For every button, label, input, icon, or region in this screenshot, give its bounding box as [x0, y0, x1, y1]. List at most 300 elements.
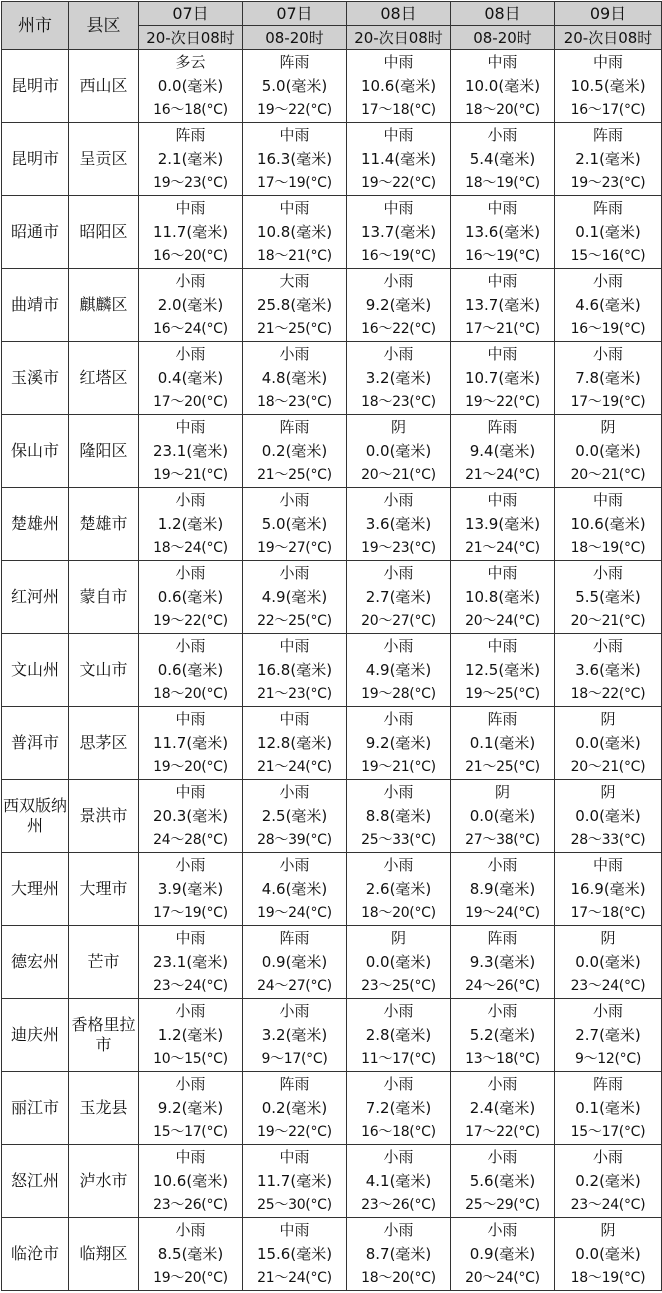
forecast-cell [555, 415, 662, 488]
prefecture-cell: 保山市 [2, 415, 69, 488]
temperature-text: 23～24(°C) [153, 978, 228, 994]
weather-text: 小雨 [383, 1148, 414, 1166]
temperature-text: 19～22(°C) [153, 613, 228, 629]
rainfall-text: 4.8(毫米) [261, 369, 328, 387]
forecast-cell [347, 1145, 451, 1218]
weather-text: 中雨 [383, 199, 414, 217]
weather-text: 小雨 [175, 1002, 206, 1020]
forecast-cell [451, 707, 555, 780]
forecast-cell [555, 561, 662, 634]
temperature-text: 11～17(°C) [361, 1051, 436, 1067]
rainfall-text: 0.0(毫米) [575, 734, 641, 752]
rainfall-text: 0.1(毫米) [575, 1099, 641, 1117]
header-date: 08日 [347, 2, 451, 26]
forecast-cell [347, 342, 451, 415]
rainfall-text: 20.3(毫米) [152, 807, 229, 825]
rainfall-text: 2.1(毫米) [575, 150, 641, 168]
temperature-text: 19～22(°C) [465, 394, 540, 410]
forecast-cell [139, 634, 243, 707]
weather-text: 小雨 [279, 491, 310, 509]
table-row [2, 50, 662, 123]
forecast-cell [451, 123, 555, 196]
county-cell: 思茅区 [69, 707, 139, 780]
forecast-cell [243, 342, 347, 415]
forecast-cell [347, 1072, 451, 1145]
prefecture-cell: 文山州 [2, 634, 69, 707]
table-row [2, 780, 662, 853]
rainfall-text: 11.7(毫米) [256, 1172, 333, 1190]
prefecture-cell: 大理州 [2, 853, 69, 926]
prefecture-cell: 普洱市 [2, 707, 69, 780]
rainfall-text: 23.1(毫米) [152, 442, 229, 460]
temperature-text: 18～21(°C) [257, 248, 332, 264]
forecast-cell [347, 1218, 451, 1291]
weather-text: 小雨 [383, 783, 414, 801]
weather-text: 中雨 [487, 199, 518, 217]
prefecture-cell: 昭通市 [2, 196, 69, 269]
rainfall-text: 2.0(毫米) [157, 296, 224, 314]
weather-text: 中雨 [175, 783, 206, 801]
forecast-cell [451, 999, 555, 1072]
rainfall-text: 16.9(毫米) [570, 880, 646, 898]
rainfall-text: 0.0(毫米) [575, 807, 641, 825]
header-date: 07日 [139, 2, 243, 26]
weather-text: 小雨 [592, 637, 623, 655]
weather-text: 小雨 [592, 272, 623, 290]
rainfall-text: 10.6(毫米) [360, 77, 437, 95]
weather-text: 中雨 [279, 637, 310, 655]
weather-text: 阵雨 [592, 126, 623, 144]
temperature-text: 15～16(°C) [570, 248, 646, 264]
forecast-cell [347, 50, 451, 123]
forecast-cell [243, 999, 347, 1072]
temperature-text: 19～22(°C) [361, 175, 436, 191]
rainfall-text: 0.0(毫米) [365, 953, 432, 971]
forecast-cell [555, 1072, 662, 1145]
temperature-text: 18～20(°C) [361, 1270, 436, 1286]
table-row [2, 342, 662, 415]
weather-text: 小雨 [487, 1002, 518, 1020]
temperature-text: 17～21(°C) [465, 321, 540, 337]
weather-text: 中雨 [175, 418, 206, 436]
forecast-cell [555, 853, 662, 926]
county-cell: 香格里拉市 [69, 999, 139, 1072]
weather-text: 阴 [390, 929, 406, 947]
temperature-text: 16～19(°C) [465, 248, 540, 264]
rainfall-text: 2.8(毫米) [365, 1026, 432, 1044]
weather-text: 中雨 [383, 126, 414, 144]
prefecture-cell: 怒江州 [2, 1145, 69, 1218]
county-cell: 景洪市 [69, 780, 139, 853]
rainfall-text: 0.2(毫米) [261, 1099, 328, 1117]
header-period: 08-20时 [451, 26, 555, 50]
temperature-text: 18～19(°C) [570, 540, 646, 556]
weather-text: 中雨 [383, 53, 414, 71]
rainfall-text: 10.8(毫米) [464, 588, 541, 606]
rainfall-text: 5.0(毫米) [261, 77, 328, 95]
weather-text: 阵雨 [487, 418, 518, 436]
weather-text: 小雨 [279, 564, 310, 582]
weather-text: 小雨 [487, 1221, 518, 1239]
forecast-cell [555, 707, 662, 780]
forecast-cell [347, 707, 451, 780]
table-row [2, 561, 662, 634]
temperature-text: 24～28(°C) [153, 832, 228, 848]
weather-text: 中雨 [592, 856, 623, 874]
temperature-text: 15～17(°C) [153, 1124, 228, 1140]
weather-text: 小雨 [279, 345, 310, 363]
table-row [2, 1145, 662, 1218]
rainfall-text: 13.7(毫米) [360, 223, 437, 241]
rainfall-text: 2.4(毫米) [469, 1099, 536, 1117]
temperature-text: 17～19(°C) [570, 394, 646, 410]
forecast-cell [451, 561, 555, 634]
rainfall-text: 1.2(毫米) [157, 1026, 224, 1044]
rainfall-text: 2.7(毫米) [365, 588, 432, 606]
county-cell: 楚雄市 [69, 488, 139, 561]
header-date: 08日 [451, 2, 555, 26]
forecast-cell [555, 488, 662, 561]
forecast-cell [243, 634, 347, 707]
county-cell: 蒙自市 [69, 561, 139, 634]
temperature-text: 20～27(°C) [361, 613, 436, 629]
forecast-cell [347, 196, 451, 269]
county-cell: 呈贡区 [69, 123, 139, 196]
weather-text: 小雨 [487, 126, 518, 144]
forecast-cell [451, 50, 555, 123]
county-cell: 文山市 [69, 634, 139, 707]
forecast-cell [347, 926, 451, 999]
forecast-cell [451, 342, 555, 415]
weather-text: 小雨 [487, 1148, 518, 1166]
temperature-text: 23～25(°C) [361, 978, 436, 994]
county-cell: 玉龙县 [69, 1072, 139, 1145]
county-cell: 隆阳区 [69, 415, 139, 488]
forecast-cell [139, 926, 243, 999]
temperature-text: 16～22(°C) [361, 321, 436, 337]
temperature-text: 17～18(°C) [361, 102, 436, 118]
weather-text: 小雨 [279, 856, 310, 874]
temperature-text: 17～19(°C) [153, 905, 228, 921]
temperature-text: 27～38(°C) [465, 832, 540, 848]
rainfall-text: 2.7(毫米) [575, 1026, 641, 1044]
temperature-text: 18～19(°C) [465, 175, 540, 191]
forecast-cell [243, 853, 347, 926]
forecast-cell [451, 1145, 555, 1218]
weather-text: 阵雨 [279, 929, 310, 947]
rainfall-text: 0.4(毫米) [157, 369, 224, 387]
temperature-text: 19～23(°C) [570, 175, 646, 191]
weather-text: 小雨 [175, 345, 206, 363]
forecast-table [1, 1, 662, 1291]
weather-text: 中雨 [487, 491, 518, 509]
forecast-cell [243, 1218, 347, 1291]
rainfall-text: 3.9(毫米) [157, 880, 224, 898]
rainfall-text: 8.5(毫米) [157, 1245, 224, 1263]
rainfall-text: 10.6(毫米) [570, 515, 646, 533]
weather-text: 中雨 [592, 491, 623, 509]
weather-text: 中雨 [279, 126, 310, 144]
temperature-text: 17～20(°C) [153, 394, 228, 410]
rainfall-text: 3.2(毫米) [365, 369, 432, 387]
rainfall-text: 0.0(毫米) [575, 953, 641, 971]
forecast-cell [139, 123, 243, 196]
weather-text: 阵雨 [279, 418, 310, 436]
county-cell: 昭阳区 [69, 196, 139, 269]
table-header [2, 2, 662, 50]
weather-text: 中雨 [175, 1148, 206, 1166]
rainfall-text: 10.5(毫米) [570, 77, 646, 95]
rainfall-text: 11.7(毫米) [152, 734, 229, 752]
weather-text: 阵雨 [279, 1075, 310, 1093]
forecast-cell [139, 707, 243, 780]
rainfall-text: 4.1(毫米) [365, 1172, 432, 1190]
weather-text: 阵雨 [279, 53, 310, 71]
rainfall-text: 9.2(毫米) [157, 1099, 224, 1117]
rainfall-text: 5.5(毫米) [575, 588, 641, 606]
rainfall-text: 2.5(毫米) [261, 807, 328, 825]
rainfall-text: 10.8(毫米) [256, 223, 333, 241]
temperature-text: 20～24(°C) [465, 613, 540, 629]
temperature-text: 20～21(°C) [570, 467, 646, 483]
temperature-text: 23～26(°C) [361, 1197, 436, 1213]
table-row [2, 707, 662, 780]
rainfall-text: 0.1(毫米) [469, 734, 536, 752]
prefecture-cell: 玉溪市 [2, 342, 69, 415]
weather-text: 小雨 [592, 1002, 623, 1020]
forecast-cell [347, 853, 451, 926]
weather-text: 小雨 [383, 1075, 414, 1093]
rainfall-text: 5.2(毫米) [469, 1026, 536, 1044]
temperature-text: 16～20(°C) [153, 248, 228, 264]
weather-text: 小雨 [383, 856, 414, 874]
prefecture-cell: 红河州 [2, 561, 69, 634]
table-row [2, 926, 662, 999]
weather-text: 中雨 [487, 564, 518, 582]
temperature-text: 19～20(°C) [153, 759, 228, 775]
temperature-text: 18～20(°C) [153, 686, 228, 702]
weather-text: 小雨 [175, 637, 206, 655]
prefecture-cell: 楚雄州 [2, 488, 69, 561]
temperature-text: 9～12(°C) [574, 1051, 642, 1067]
rainfall-text: 0.9(毫米) [469, 1245, 536, 1263]
forecast-cell [243, 269, 347, 342]
weather-text: 小雨 [175, 1221, 206, 1239]
rainfall-text: 0.6(毫米) [157, 661, 224, 679]
forecast-cell [243, 707, 347, 780]
header-row-dates [2, 2, 662, 26]
rainfall-text: 8.9(毫米) [469, 880, 536, 898]
forecast-cell [347, 634, 451, 707]
prefecture-cell: 丽江市 [2, 1072, 69, 1145]
header-period: 20-次日08时 [347, 26, 451, 50]
rainfall-text: 13.7(毫米) [464, 296, 541, 314]
forecast-cell [555, 342, 662, 415]
weather-text: 小雨 [383, 1221, 414, 1239]
temperature-text: 28～39(°C) [257, 832, 332, 848]
forecast-cell [451, 1218, 555, 1291]
rainfall-text: 5.0(毫米) [261, 515, 328, 533]
prefecture-cell: 昆明市 [2, 50, 69, 123]
temperature-text: 20～21(°C) [570, 613, 646, 629]
forecast-cell [139, 196, 243, 269]
forecast-cell [243, 926, 347, 999]
forecast-cell [451, 1072, 555, 1145]
rainfall-text: 0.1(毫米) [575, 223, 641, 241]
weather-text: 阵雨 [592, 199, 623, 217]
table-row [2, 634, 662, 707]
rainfall-text: 11.7(毫米) [152, 223, 229, 241]
weather-text: 小雨 [383, 491, 414, 509]
rainfall-text: 10.6(毫米) [152, 1172, 229, 1190]
forecast-cell [451, 780, 555, 853]
temperature-text: 19～25(°C) [465, 686, 540, 702]
weather-text: 中雨 [175, 929, 206, 947]
weather-text: 小雨 [279, 1002, 310, 1020]
forecast-cell [555, 999, 662, 1072]
temperature-text: 21～25(°C) [257, 467, 332, 483]
prefecture-cell: 西双版纳州 [2, 780, 69, 853]
prefecture-cell: 曲靖市 [2, 269, 69, 342]
county-cell: 麒麟区 [69, 269, 139, 342]
rainfall-text: 4.6(毫米) [261, 880, 328, 898]
forecast-cell [555, 196, 662, 269]
temperature-text: 19～28(°C) [361, 686, 436, 702]
rainfall-text: 0.0(毫米) [575, 442, 641, 460]
temperature-text: 23～26(°C) [153, 1197, 228, 1213]
forecast-cell [243, 50, 347, 123]
rainfall-text: 5.6(毫米) [469, 1172, 536, 1190]
forecast-cell [347, 780, 451, 853]
temperature-text: 28～33(°C) [570, 832, 646, 848]
temperature-text: 23～24(°C) [570, 978, 646, 994]
weather-text: 中雨 [279, 199, 310, 217]
header-county: 县区 [69, 2, 139, 50]
rainfall-text: 13.6(毫米) [464, 223, 541, 241]
temperature-text: 25～30(°C) [257, 1197, 332, 1213]
weather-text: 小雨 [383, 272, 414, 290]
rainfall-text: 0.6(毫米) [157, 588, 224, 606]
header-period: 20-次日08时 [139, 26, 243, 50]
header-date: 09日 [555, 2, 662, 26]
rainfall-text: 9.3(毫米) [469, 953, 536, 971]
header-period: 20-次日08时 [555, 26, 662, 50]
weather-text: 中雨 [592, 53, 623, 71]
rainfall-text: 9.4(毫米) [469, 442, 536, 460]
temperature-text: 19～22(°C) [257, 1124, 332, 1140]
weather-text: 中雨 [175, 199, 206, 217]
forecast-cell [139, 780, 243, 853]
rainfall-text: 0.0(毫米) [365, 442, 432, 460]
weather-text: 中雨 [487, 637, 518, 655]
prefecture-cell: 昆明市 [2, 123, 69, 196]
county-cell: 西山区 [69, 50, 139, 123]
rainfall-text: 9.2(毫米) [365, 296, 432, 314]
temperature-text: 19～24(°C) [465, 905, 540, 921]
temperature-text: 17～19(°C) [257, 175, 332, 191]
rainfall-text: 4.6(毫米) [575, 296, 641, 314]
temperature-text: 22～25(°C) [257, 613, 332, 629]
rainfall-text: 0.9(毫米) [261, 953, 328, 971]
temperature-text: 18～19(°C) [570, 1270, 646, 1286]
temperature-text: 18～20(°C) [465, 102, 540, 118]
temperature-text: 17～18(°C) [570, 905, 646, 921]
forecast-cell [451, 196, 555, 269]
temperature-text: 21～24(°C) [257, 1270, 332, 1286]
temperature-text: 18～24(°C) [153, 540, 228, 556]
temperature-text: 25～33(°C) [361, 832, 436, 848]
weather-text: 中雨 [279, 1221, 310, 1239]
temperature-text: 16～17(°C) [570, 102, 646, 118]
county-cell: 芒市 [69, 926, 139, 999]
forecast-cell [139, 1218, 243, 1291]
temperature-text: 16～18(°C) [153, 102, 228, 118]
weather-text: 小雨 [592, 564, 623, 582]
rainfall-text: 25.8(毫米) [256, 296, 333, 314]
temperature-text: 25～29(°C) [465, 1197, 540, 1213]
temperature-text: 20～21(°C) [361, 467, 436, 483]
temperature-text: 24～27(°C) [257, 978, 332, 994]
weather-text: 小雨 [592, 1148, 623, 1166]
rainfall-text: 11.4(毫米) [360, 150, 437, 168]
forecast-cell [347, 123, 451, 196]
temperature-text: 21～24(°C) [465, 467, 540, 483]
forecast-cell [347, 488, 451, 561]
rainfall-text: 3.6(毫米) [575, 661, 641, 679]
prefecture-cell: 迪庆州 [2, 999, 69, 1072]
temperature-text: 19～23(°C) [361, 540, 436, 556]
forecast-cell [139, 415, 243, 488]
table-row [2, 488, 662, 561]
forecast-cell [451, 634, 555, 707]
rainfall-text: 13.9(毫米) [464, 515, 541, 533]
temperature-text: 21～25(°C) [257, 321, 332, 337]
table-row [2, 123, 662, 196]
temperature-text: 19～23(°C) [153, 175, 228, 191]
forecast-cell [555, 634, 662, 707]
rainfall-text: 4.9(毫米) [365, 661, 432, 679]
forecast-cell [347, 999, 451, 1072]
forecast-cell [451, 488, 555, 561]
temperature-text: 9～17(°C) [261, 1051, 328, 1067]
rainfall-text: 15.6(毫米) [256, 1245, 333, 1263]
forecast-cell [555, 269, 662, 342]
rainfall-text: 23.1(毫米) [152, 953, 229, 971]
temperature-text: 23～24(°C) [570, 1197, 646, 1213]
forecast-cell [139, 342, 243, 415]
forecast-cell [451, 269, 555, 342]
weather-text: 阴 [600, 929, 616, 947]
temperature-text: 24～26(°C) [465, 978, 540, 994]
rainfall-text: 0.2(毫米) [575, 1172, 641, 1190]
weather-text: 中雨 [279, 710, 310, 728]
forecast-cell [347, 415, 451, 488]
forecast-cell [451, 415, 555, 488]
weather-text: 小雨 [383, 710, 414, 728]
temperature-text: 16～19(°C) [361, 248, 436, 264]
weather-text: 小雨 [175, 1075, 206, 1093]
temperature-text: 18～23(°C) [361, 394, 436, 410]
weather-text: 小雨 [592, 345, 623, 363]
rainfall-text: 3.2(毫米) [261, 1026, 328, 1044]
rainfall-text: 0.0(毫米) [157, 77, 224, 95]
weather-text: 小雨 [487, 856, 518, 874]
rainfall-text: 0.0(毫米) [575, 1245, 641, 1263]
weather-text: 小雨 [383, 1002, 414, 1020]
weather-text: 小雨 [175, 272, 206, 290]
temperature-text: 18～20(°C) [361, 905, 436, 921]
forecast-cell [347, 269, 451, 342]
